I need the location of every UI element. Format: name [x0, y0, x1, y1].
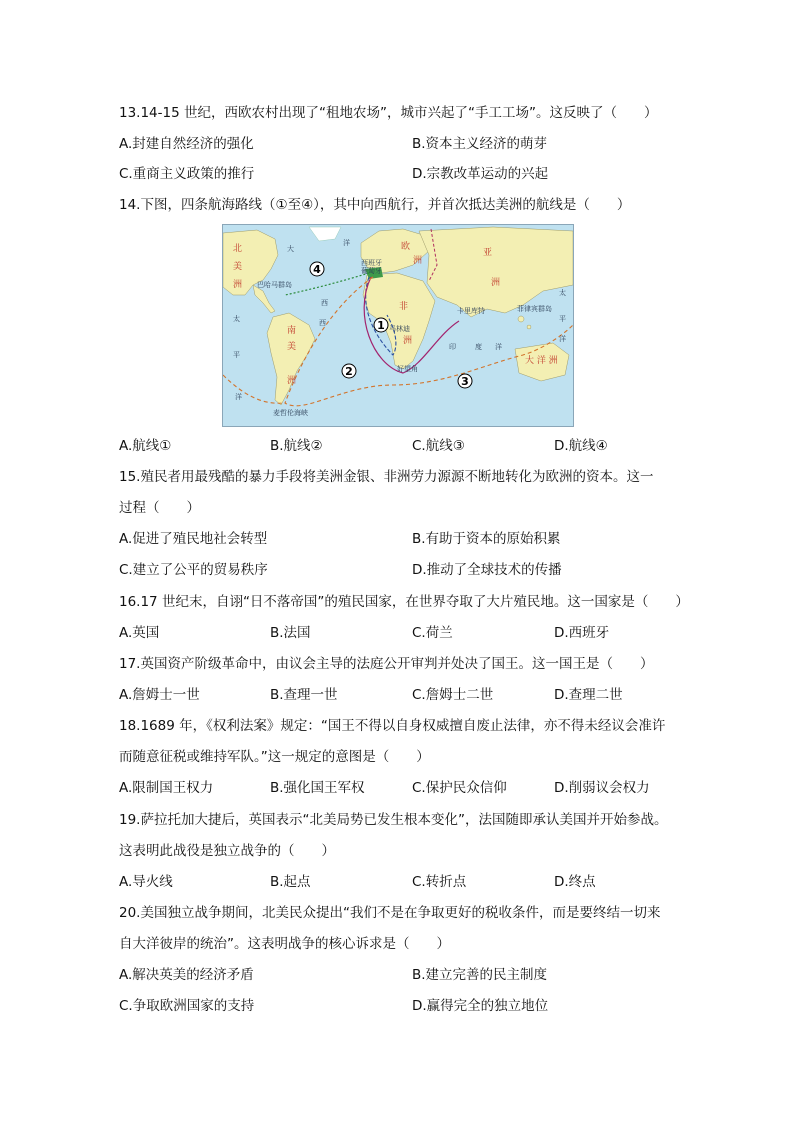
- q20-stem-line-1: 20.美国独立战争期间，北美民众提出“我们不是在争取更好的税收条件，而是要终结一切来: [119, 905, 661, 921]
- route-4-marker: [310, 262, 324, 276]
- q14-stem: 14.下图，四条航海路线（①至④），其中向西航行，并首次抵达美洲的航线是（ ）: [119, 197, 631, 213]
- label-ping-2: 平: [559, 315, 566, 323]
- label-north: 北: [233, 244, 243, 254]
- q15-stem-line-2: 过程（ ）: [119, 500, 200, 516]
- q19-option-b[interactable]: B.起点: [270, 874, 311, 890]
- label-yin: 印: [449, 343, 456, 351]
- label-asia: 亚: [483, 248, 493, 258]
- q17-stem: 17.英国资产阶级革命中，由议会主导的法庭公开审判并处决了国王。这一国王是（ ）: [119, 656, 654, 672]
- label-bahamas: 巴哈马群岛: [257, 281, 292, 289]
- label-south: 南: [287, 326, 297, 336]
- label-malindi: 马林迪: [389, 325, 410, 333]
- q17-option-c[interactable]: C.詹姆士二世: [412, 687, 494, 703]
- label-oceania: 大 洋 洲: [525, 356, 558, 366]
- q15-option-c[interactable]: C.建立了公平的贸易秩序: [119, 562, 268, 578]
- q20-option-c[interactable]: C.争取欧洲国家的支持: [119, 998, 255, 1014]
- label-indian-ocean: 洋: [495, 343, 502, 351]
- label-portugal: 葡萄牙: [361, 267, 382, 275]
- q18-option-b[interactable]: B.强化国王军权: [270, 780, 365, 796]
- q18-option-c[interactable]: C.保护民众信仰: [412, 780, 507, 796]
- label-continent-1: 洲: [233, 280, 243, 290]
- q16-option-d[interactable]: D.西班牙: [554, 625, 610, 641]
- label-philippines: 菲律宾群岛: [517, 305, 552, 313]
- q18-option-d[interactable]: D.削弱议会权力: [554, 780, 650, 796]
- q15-option-b[interactable]: B.有助于资本的原始积累: [412, 531, 561, 547]
- svg-text:2: 2: [345, 365, 353, 378]
- route-1-marker: [374, 318, 388, 332]
- label-cape: 好望角: [397, 365, 418, 373]
- svg-text:4: 4: [313, 263, 321, 276]
- q18-option-a[interactable]: A.限制国王权力: [119, 780, 214, 796]
- label-tai: 太: [233, 315, 240, 323]
- label-america-2: 美: [287, 342, 297, 352]
- label-magellan-strait: 麦哲伦海峡: [273, 409, 308, 417]
- q19-option-c[interactable]: C.转折点: [412, 874, 467, 890]
- q17-option-d[interactable]: D.查理二世: [554, 687, 623, 703]
- label-calicut: 卡里库特: [457, 307, 485, 315]
- label-continent-3: 洲: [413, 256, 423, 266]
- q19-stem-line-1: 19.萨拉托加大捷后，英国表示“北美局势已发生根本变化”，法国随即承认美国并开始参战。: [119, 812, 668, 828]
- q13-option-b[interactable]: B.资本主义经济的萌芽: [412, 136, 548, 152]
- label-xi: 西: [321, 299, 328, 307]
- q20-option-b[interactable]: B.建立完善的民主制度: [412, 967, 548, 983]
- q20-option-d[interactable]: D.赢得完全的独立地位: [412, 998, 549, 1014]
- q19-option-d[interactable]: D.终点: [554, 874, 596, 890]
- label-europe: 欧: [401, 242, 411, 252]
- q16-stem: 16.17 世纪末，自诩“日不落帝国”的殖民国家，在世界夺取了大片殖民地。这一国家是（ ）: [119, 594, 689, 610]
- voyage-routes-map: [222, 224, 574, 427]
- q19-stem-line-2: 这表明此战役是独立战争的（ ）: [119, 843, 335, 859]
- q18-stem-line-1: 18.1689 年，《权利法案》规定：“国王不得以自身权威擅自废止法律，亦不得未经议会准许: [119, 718, 666, 734]
- label-yang: 洋: [235, 393, 242, 401]
- q14-option-a[interactable]: A.航线①: [119, 438, 172, 454]
- q17-option-a[interactable]: A.詹姆士一世: [119, 687, 200, 703]
- q15-option-d[interactable]: D.推动了全球技术的传播: [412, 562, 562, 578]
- q17-option-b[interactable]: B.查理一世: [270, 687, 338, 703]
- q13-option-c[interactable]: C.重商主义政策的推行: [119, 166, 255, 182]
- q16-option-a[interactable]: A.英国: [119, 625, 160, 641]
- label-yang-pacific: 洋: [559, 335, 566, 343]
- q13-option-d[interactable]: D.宗教改革运动的兴起: [412, 166, 549, 182]
- route-3-marker: [458, 374, 472, 388]
- label-africa: 非: [399, 302, 409, 312]
- label-spain: 西班牙: [361, 259, 382, 267]
- q15-option-a[interactable]: A.促进了殖民地社会转型: [119, 531, 268, 547]
- svg-text:3: 3: [461, 375, 469, 388]
- q13-option-a[interactable]: A.封建自然经济的强化: [119, 136, 254, 152]
- svg-text:1: 1: [377, 319, 385, 332]
- q16-option-c[interactable]: C.荷兰: [412, 625, 453, 641]
- label-ping: 平: [233, 351, 240, 359]
- q19-option-a[interactable]: A.导火线: [119, 874, 173, 890]
- q20-stem-line-2: 自大洋彼岸的统治”。这表明战争的核心诉求是（ ）: [119, 936, 450, 952]
- q15-stem-line-1: 15.殖民者用最残酷的暴力手段将美洲金银、非洲劳力源源不断地转化为欧洲的资本。这一: [119, 469, 654, 485]
- q14-option-d[interactable]: D.航线④: [554, 438, 608, 454]
- label-continent-5: 洲: [403, 336, 413, 346]
- label-yang-atlantic: 洋: [343, 239, 350, 247]
- q18-stem-line-2: 而随意征税或维持军队。”这一规定的意图是（ ）: [119, 749, 430, 765]
- label-america-1: 美: [233, 262, 243, 272]
- label-continent-2: 洲: [287, 376, 297, 386]
- q20-option-a[interactable]: A.解决英美的经济矛盾: [119, 967, 254, 983]
- label-xi-2: 西: [319, 319, 326, 327]
- q13-stem: 13.14-15 世纪，西欧农村出现了“租地农场”，城市兴起了“手工工场”。这反映了（ ）: [119, 105, 658, 121]
- label-da: 大: [287, 245, 294, 253]
- route-2-marker: [342, 364, 356, 378]
- q16-option-b[interactable]: B.法国: [270, 625, 311, 641]
- label-du: 度: [475, 343, 482, 351]
- q14-option-c[interactable]: C.航线③: [412, 438, 465, 454]
- label-tai-2: 太: [559, 289, 566, 297]
- label-continent-4: 洲: [491, 278, 501, 288]
- q14-option-b[interactable]: B.航线②: [270, 438, 323, 454]
